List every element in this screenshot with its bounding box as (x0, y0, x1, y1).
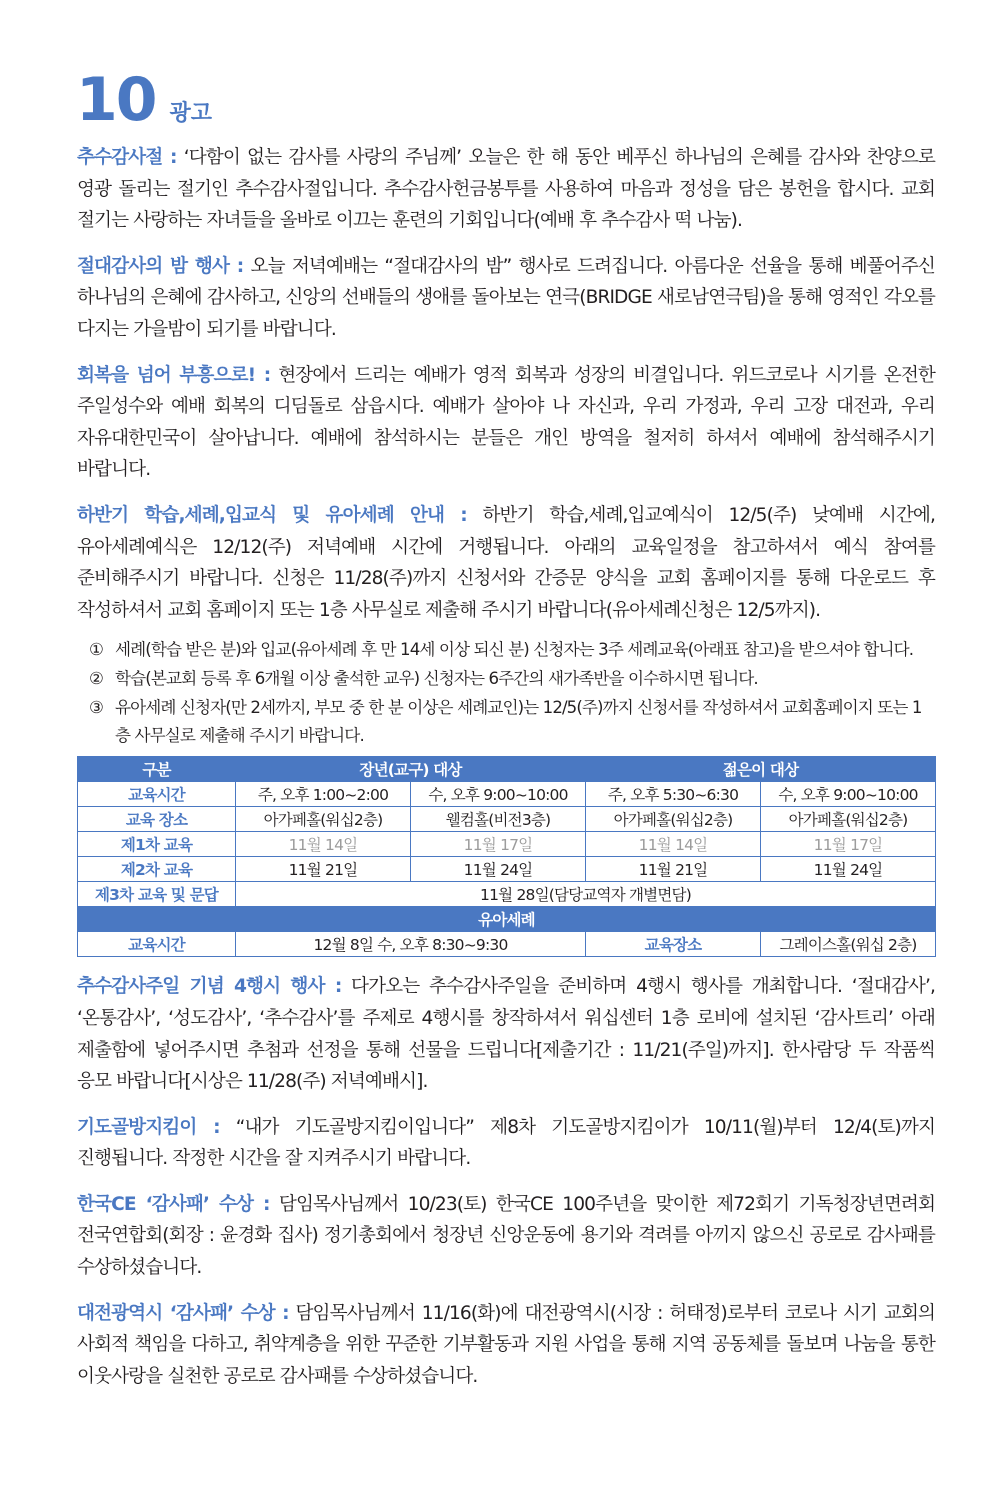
announcement-body: 담임목사님께서 11/16(화)에 대전광역시(시장 : 허태정)로부터 코로나 시기 교회의 사회적 책임을 다하고, 취약계층을 위한 꾸준한 기부활동과 지원 사업을 통해 지역 공동체를 돌보며 나눔을 통한 이웃사랑을 실천한 공로로 감사패를 수상하셨습니다. (77, 1302, 935, 1387)
table-cell: 12월 8일 수, 오후 8:30~9:30 (236, 932, 586, 957)
table-cell: 주, 오후 1:00~2:00 (236, 782, 411, 807)
announcement-heading: 한국CE ‘감사패’ 수상 : (77, 1193, 270, 1215)
list-number: ③ (89, 698, 103, 718)
announcement-heading: 기도골방지킴이 : (77, 1116, 220, 1138)
table-header-row (78, 757, 936, 782)
announcement-heading: 회복을 넘어 부흥으로! : (77, 364, 271, 386)
announcement-body: 현장에서 드리는 예배가 영적 회복과 성장의 비결입니다. 위드코로나 시기를 온전한 주일성수와 예배 회복의 디딤돌로 삼읍시다. 예배가 살아야 나 자신과, 우리 가정과, 우리 고장 대전과, 우리 자유대한민국이 살아납니다. 예배에 참석하시는 분들은 개인 방역을 철저히 하셔서 예배에 참석해주시기 바랍니다. (77, 364, 935, 481)
list-text: 유아세례 신청자(만 2세까지, 부모 중 한 분 이상은 세례교인)는 12/5(주)까지 신청서를 작성하셔서 교회홈페이지 또는 1층 사무실로 제출해 주시기 바랍니다. (115, 698, 922, 746)
row-label: 교육시간 (78, 782, 236, 807)
table-cell: 웰컴홀(비전3층) (411, 807, 586, 832)
table-cell: 11월 14일 (236, 832, 411, 857)
infant-header-row (78, 907, 936, 932)
row-label: 교육 장소 (78, 807, 236, 832)
table-row (78, 782, 936, 807)
announcement-heading: 절대감사의 밤 행사 : (77, 255, 244, 277)
table-cell: 11월 14일 (586, 832, 761, 857)
table-cell: 11월 24일 (411, 857, 586, 882)
list-number: ① (89, 640, 103, 660)
header-adult: 장년(교구) 대상 (236, 757, 586, 782)
announcement-body: “내가 기도골방지킴이입니다” 제8차 기도골방지킴이가 10/11(월)부터 12/4(토)까지 진행됩니다. 작정한 시간을 잘 지켜주시기 바랍니다. (77, 1116, 936, 1170)
table-cell: 아가페홀(워십2층) (761, 807, 936, 832)
row-label: 제1차 교육 (78, 832, 236, 857)
announcement-heading: 대전광역시 ‘감사패’ 수상 : (77, 1302, 289, 1324)
announcement-thanks-night (77, 251, 935, 346)
announcement-prayer-room (77, 1112, 935, 1175)
row-label: 제3차 교육 및 문답 (78, 882, 236, 907)
announcements (77, 142, 935, 1406)
announcement-revival (77, 360, 935, 486)
header-infant-baptism: 유아세례 (78, 907, 936, 932)
announcement-daejeon-award (77, 1298, 935, 1393)
header-youth: 젊은이 대상 (586, 757, 936, 782)
table-cell: 주, 오후 5:30~6:30 (586, 782, 761, 807)
table-cell: 11월 17일 (411, 832, 586, 857)
announcement-body: ‘다함이 없는 감사를 사랑의 주님께’ 오늘은 한 해 동안 베푸신 하나님의 은혜를 감사와 찬양으로 영광 돌리는 절기인 추수감사절입니다. 추수감사헌금봉투를 사용하여 마음과 정성을 담은 봉헌을 합시다. 교회 절기는 사랑하는 자녀들을 올바로 이끄는 훈련의 기회입니다(예배 후 추수감사 떡 나눔). (77, 147, 935, 232)
announcement-heading: 추수감사절 : (77, 147, 177, 168)
list-item (89, 636, 935, 664)
row-label: 교육시간 (78, 932, 236, 957)
announcement-body: 오늘 저녁예배는 “절대감사의 밤” 행사로 드려집니다. 아름다운 선율을 통해 베풀어주신 하나님의 은혜에 감사하고, 신앙의 선배들의 생애를 돌아보는 연극(BRIDGE 새로남연극팀)을 통해 영적인 각오를 다지는 가을밤이 되기를 바랍니다. (77, 255, 935, 340)
announcement-body: 하반기 학습,세례,입교예식이 12/5(주) 낮예배 시간에, 유아세례예식은 12/12(주) 저녁예배 시간에 거행됩니다. 아래의 교육일정을 참고하셔서 예식 참여를 준비해주시기 바랍니다. 신청은 11/28(주)까지 신청서와 간증문 양식을 교회 홈페이지를 통해 다운로드 후 작성하셔서 교회 홈페이지 또는 1층 사무실로 제출해 주시기 바랍니다(유아세례신청은 12/5까지). (77, 504, 935, 621)
list-text: 학습(본교회 등록 후 6개월 이상 출석한 교우) 신청자는 6주간의 새가족반을 이수하시면 됩니다. (115, 669, 758, 689)
table-cell: 아가페홀(워십2층) (236, 807, 411, 832)
announcement-body: 다가오는 추수감사주일을 준비하며 4행시 행사를 개최합니다. ‘절대감사’, ‘온통감사’, ‘성도감사’, ‘추수감사’를 주제로 4행시를 창작하셔서 워십센터 1층 로비에 설치된 ‘감사트리’ 아래 제출함에 넣어주시면 추첨과 선정을 통해 선물을 드립니다[제출기간 : 11/21(주일)까지]. 한사람당 두 작품씩 응모 바랍니다[시상은 11/28(주) 저녁예배시]. (77, 976, 935, 1093)
list-text: 세례(학습 받은 분)와 입교(유아세례 후 만 14세 이상 되신 분) 신청자는 3주 세례교육(아래표 참고)을 받으셔야 합니다. (115, 640, 914, 660)
page-title: 광고 (169, 101, 213, 126)
announcement-body: 담임목사님께서 10/23(토) 한국CE 100주년을 맞이한 제72회기 기독청장년면려회 전국연합회(회장 : 윤경화 집사) 정기총회에서 청장년 신앙운동에 용기와 격려를 아끼지 않으신 공로로 감사패를 수상하셨습니다. (77, 1193, 936, 1279)
table-cell: 아가페홀(워십2층) (586, 807, 761, 832)
table-cell: 11월 17일 (761, 832, 936, 857)
table-cell: 11월 24일 (761, 857, 936, 882)
baptism-notes (77, 636, 935, 750)
announcement-heading: 하반기 학습,세례,입교식 및 유아세례 안내 : (77, 504, 467, 526)
announcement-ce-award (77, 1189, 935, 1284)
table-cell: 11월 21일 (586, 857, 761, 882)
education-schedule-table (77, 756, 936, 957)
table-cell: 그레이스홀(워십 2층) (761, 932, 936, 957)
list-item (89, 665, 935, 693)
row-label: 교육장소 (586, 932, 761, 957)
list-item (89, 694, 935, 750)
table-row (78, 807, 936, 832)
table-cell: 수, 오후 9:00~10:00 (761, 782, 936, 807)
table-row (78, 882, 936, 907)
header-gubun: 구분 (78, 757, 236, 782)
announcement-poem-event (77, 971, 935, 1097)
table-row (78, 832, 936, 857)
page-number: 10 (76, 65, 156, 135)
announcement-thanksgiving (77, 142, 935, 237)
announcement-heading: 추수감사주일 기념 4행시 행사 : (77, 976, 342, 998)
table-cell: 11월 28일(담당교역자 개별면담) (236, 882, 936, 907)
table-row (78, 857, 936, 882)
table-cell: 수, 오후 9:00~10:00 (411, 782, 586, 807)
table-cell: 11월 21일 (236, 857, 411, 882)
table-row (78, 932, 936, 957)
row-label: 제2차 교육 (78, 857, 236, 882)
announcement-baptism (77, 500, 935, 626)
list-number: ② (89, 669, 103, 689)
page-header (76, 65, 213, 135)
